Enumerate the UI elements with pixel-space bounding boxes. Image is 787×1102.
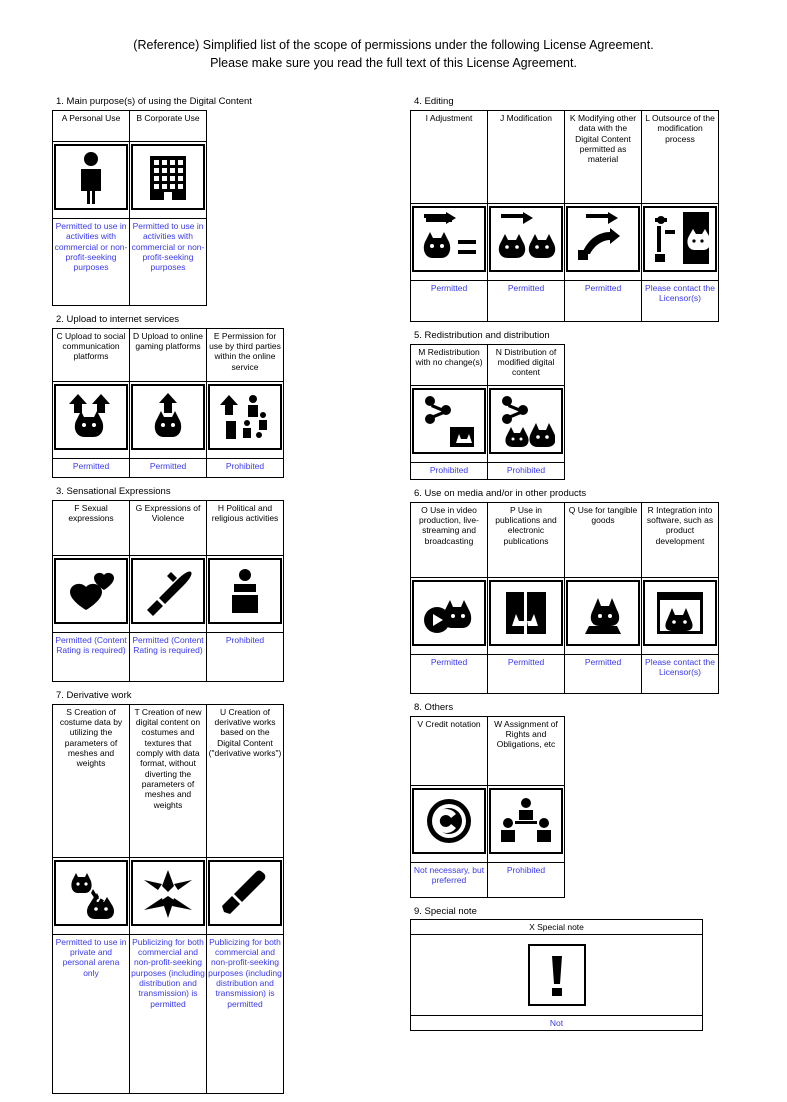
cat-game-upload-icon — [131, 384, 205, 450]
share-cat-icon — [412, 388, 486, 454]
cell-status-p: Permitted — [488, 654, 565, 693]
cell-icon-n — [488, 385, 565, 462]
cat-play-icon — [412, 580, 486, 646]
section-title: 2. Upload to internet services — [56, 313, 180, 325]
cell-status-n: Prohibited — [488, 462, 565, 479]
cell-head-d: D Upload to online gaming platforms — [130, 328, 207, 381]
cell-status-o: Permitted — [411, 654, 488, 693]
cell-head-x: X Special note — [411, 920, 703, 935]
cell-head-r: R Integration into software, such as product development — [642, 502, 719, 577]
section-4-table — [410, 110, 719, 322]
table-row — [411, 385, 565, 462]
cell-status-w: Prohibited — [488, 862, 565, 897]
shatter-icon — [131, 860, 205, 926]
cat-window-icon — [643, 580, 717, 646]
table-row — [411, 203, 719, 280]
cell-head-m: M Redistribution with no change(s) — [411, 344, 488, 385]
horn-modify-icon — [566, 206, 640, 272]
cell-icon-o — [411, 577, 488, 654]
cell-status-m: Prohibited — [411, 462, 488, 479]
cell-head-b: B Corporate Use — [130, 110, 207, 141]
cell-icon-j — [488, 203, 565, 280]
cell-icon-k — [565, 203, 642, 280]
cell-icon-f — [53, 555, 130, 632]
section-title: 1. Main purpose(s) of using the Digital Content — [56, 96, 252, 107]
cell-head-q: Q Use for tangible goods — [565, 502, 642, 577]
cat-recycle-icon — [54, 860, 128, 926]
cell-icon-p — [488, 577, 565, 654]
table-row — [53, 141, 207, 218]
left-column — [0, 96, 395, 1102]
hearts-icon — [54, 558, 128, 624]
section-7-table — [52, 704, 284, 1094]
cell-head-u: U Creation of derivative works based on the Digital Content ("derivative works") — [207, 704, 284, 857]
cell-icon-l — [642, 203, 719, 280]
cell-status-t: Publicizing for both commercial and non-profit-seeking purposes (including distribution and transmission) is permitted — [130, 934, 207, 1093]
cell-status-v: Not necessary, but preferred — [411, 862, 488, 897]
cell-status-g: Permitted (Content Rating is required) — [130, 632, 207, 681]
section-others — [410, 702, 787, 898]
cell-status-i: Permitted — [411, 280, 488, 321]
table-row — [53, 110, 207, 141]
section-main-purpose — [52, 96, 395, 306]
table-row — [411, 344, 565, 385]
section-title: 4. Editing — [414, 96, 454, 107]
exclamation-icon — [528, 944, 586, 1006]
table-row — [411, 716, 565, 785]
cell-icon-m — [411, 385, 488, 462]
cell-head-t: T Creation of new digital content on costumes and textures that comply with data format, without diverting the parameters of meshes and weights — [130, 704, 207, 857]
table-row — [411, 110, 719, 203]
section-sensational — [52, 486, 395, 682]
section-editing — [410, 96, 787, 322]
table-row — [411, 280, 719, 321]
knife-icon — [131, 558, 205, 624]
right-column — [395, 96, 787, 1102]
cell-icon-t — [130, 857, 207, 934]
section-5-table — [410, 344, 565, 480]
cell-icon-u — [207, 857, 284, 934]
cell-head-k: K Modifying other data with the Digital Content permitted as material — [565, 110, 642, 203]
cell-head-v: V Credit notation — [411, 716, 488, 785]
cell-status-r: Please contact the Licensor(s) — [642, 654, 719, 693]
table-row — [53, 218, 207, 305]
third-party-upload-icon — [208, 384, 282, 450]
table-row — [411, 1016, 703, 1031]
cell-status-s: Permitted to use in private and personal arena only — [53, 934, 130, 1093]
cell-status-u: Publicizing for both commercial and non-profit-seeking purposes (including distribution and transmission) is permitted — [207, 934, 284, 1093]
cat-adjust-equals-icon — [412, 206, 486, 272]
cell-status-k: Permitted — [565, 280, 642, 321]
cell-icon-b — [130, 141, 207, 218]
person-icon — [54, 144, 128, 210]
cell-icon-d — [130, 381, 207, 458]
cell-head-w: W Assignment of Rights and Obligations, etc — [488, 716, 565, 785]
table-row — [411, 785, 565, 862]
table-row — [53, 555, 284, 632]
cell-head-f: F Sexual expressions — [53, 500, 130, 555]
cat-book-icon — [489, 580, 563, 646]
copyright-icon — [412, 788, 486, 854]
cat-figure-icon — [566, 580, 640, 646]
section-derivative-work — [52, 690, 395, 1094]
content-columns — [0, 96, 787, 1102]
cell-icon-a — [53, 141, 130, 218]
section-media-use — [410, 488, 787, 694]
cat-modify-icon — [489, 206, 563, 272]
cell-head-g: G Expressions of Violence — [130, 500, 207, 555]
cell-status-h: Prohibited — [207, 632, 284, 681]
section-special-note — [410, 906, 787, 1032]
section-title: 6. Use on media and/or in other products — [414, 487, 587, 499]
table-row — [411, 935, 703, 1016]
section-6-table — [410, 502, 719, 694]
cell-status-f: Permitted (Content Rating is required) — [53, 632, 130, 681]
cell-icon-i — [411, 203, 488, 280]
cell-icon-g — [130, 555, 207, 632]
table-row — [53, 500, 284, 555]
cell-icon-c — [53, 381, 130, 458]
table-row — [53, 328, 284, 381]
assignment-icon — [489, 788, 563, 854]
table-row — [53, 458, 284, 477]
share-modified-cat-icon — [489, 388, 563, 454]
section-title: 7. Derivative work — [56, 689, 132, 701]
page-header — [0, 0, 787, 72]
cell-head-s: S Creation of costume data by utilizing the parameters of meshes and weights — [53, 704, 130, 857]
cell-icon-h — [207, 555, 284, 632]
cell-icon-w — [488, 785, 565, 862]
section-3-table — [52, 500, 284, 682]
section-1-table — [52, 110, 207, 306]
paintbrush-icon — [208, 860, 282, 926]
section-title: 9. Special note — [414, 905, 477, 917]
section-upload — [52, 314, 395, 478]
podium-speaker-icon — [208, 558, 282, 624]
cell-icon-s — [53, 857, 130, 934]
cell-status-c: Permitted — [53, 458, 130, 477]
outsource-cat-icon — [643, 206, 717, 272]
cell-status-b: Permitted to use in activities with commercial or non-profit-seeking purposes — [130, 218, 207, 305]
table-row — [411, 654, 719, 693]
table-row — [411, 462, 565, 479]
cell-status-e: Prohibited — [207, 458, 284, 477]
section-2-table — [52, 328, 284, 478]
cell-icon-v — [411, 785, 488, 862]
cell-icon-e — [207, 381, 284, 458]
table-row — [411, 577, 719, 654]
cell-icon-q — [565, 577, 642, 654]
section-title: 5. Redistribution and distribution — [414, 329, 550, 341]
cell-head-o: O Use in video production, live-streaming and broadcasting — [411, 502, 488, 577]
table-row — [411, 502, 719, 577]
section-9-table — [410, 919, 703, 1031]
table-row — [53, 632, 284, 681]
header-line-2: Please make sure you read the full text of this License Agreement. — [210, 56, 577, 71]
cell-status-d: Permitted — [130, 458, 207, 477]
cell-head-a: A Personal Use — [53, 110, 130, 141]
table-row — [53, 934, 284, 1093]
section-redistribution — [410, 330, 787, 480]
cell-head-c: C Upload to social communication platforms — [53, 328, 130, 381]
cell-status-q: Permitted — [565, 654, 642, 693]
cell-status-l: Please contact the Licensor(s) — [642, 280, 719, 321]
header-line-1: (Reference) Simplified list of the scope of permissions under the following License Agreement. — [133, 38, 654, 52]
cell-head-h: H Political and religious activities — [207, 500, 284, 555]
section-title: 3. Sensational Expressions — [56, 485, 171, 497]
cell-head-e: E Permission for use by third parties within the online service — [207, 328, 284, 381]
table-row — [411, 862, 565, 897]
section-title: 8. Others — [414, 701, 454, 713]
cell-icon-x — [411, 935, 703, 1016]
building-icon — [131, 144, 205, 210]
cell-icon-r — [642, 577, 719, 654]
table-row — [53, 704, 284, 857]
cell-head-n: N Distribution of modified digital content — [488, 344, 565, 385]
cell-status-x: Not — [411, 1016, 703, 1031]
cell-head-j: J Modification — [488, 110, 565, 203]
section-8-table — [410, 716, 565, 898]
table-row — [53, 857, 284, 934]
cell-head-l: L Outsource of the modification process — [642, 110, 719, 203]
table-row — [53, 381, 284, 458]
cell-status-a: Permitted to use in activities with commercial or non-profit-seeking purposes — [53, 218, 130, 305]
cell-head-p: P Use in publications and electronic publications — [488, 502, 565, 577]
cat-upload-icon — [54, 384, 128, 450]
cell-status-j: Permitted — [488, 280, 565, 321]
cell-head-i: I Adjustment — [411, 110, 488, 203]
table-row — [411, 920, 703, 935]
